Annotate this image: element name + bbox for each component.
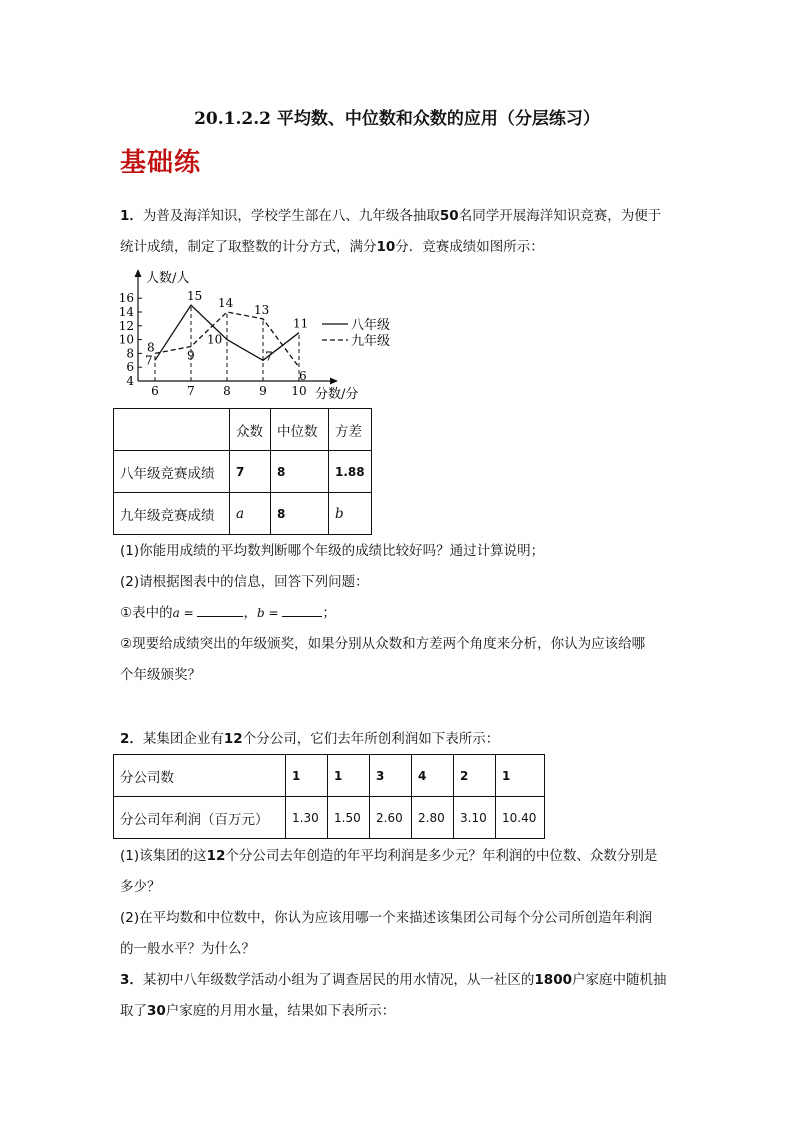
- table-cell: a: [230, 493, 271, 535]
- q1-sub2a-prefix: ①表中的: [120, 605, 173, 621]
- q1-stem-d: 10: [376, 239, 396, 255]
- x-axis-label: 分数/分: [315, 387, 359, 400]
- q1-comma: ，: [243, 605, 257, 621]
- answer-blank-a[interactable]: [197, 602, 243, 617]
- y-tick-label: 16: [118, 291, 134, 306]
- table-cell: 九年级竞赛成绩: [114, 493, 230, 535]
- data-label: 7: [145, 353, 153, 368]
- y-axis-arrow: [135, 269, 142, 277]
- table-cell: 分公司数: [114, 755, 286, 797]
- x-tick-label: 10: [291, 384, 307, 398]
- legend-entry: 八年级: [351, 318, 391, 333]
- q2-table: [113, 754, 545, 839]
- y-axis-label: 人数/人: [146, 271, 190, 286]
- table-header-variance: 方差: [329, 409, 372, 451]
- table-cell: 3.10: [454, 797, 496, 839]
- data-label: 6: [299, 369, 307, 384]
- q1-stem-b: 名同学开展海洋知识竞赛，为便于: [458, 208, 662, 224]
- q1-eq2: =: [264, 606, 283, 620]
- table-cell: 4: [412, 755, 454, 797]
- data-label: 14: [218, 296, 234, 310]
- table-cell: 8: [271, 451, 329, 493]
- q1-eq1: =: [179, 606, 198, 620]
- y-tick-label: 14: [118, 305, 134, 319]
- q2-number: 2．: [120, 731, 143, 747]
- table-cell: 2: [454, 755, 496, 797]
- q3-stem: [120, 965, 680, 1027]
- q1-sub1: (1)你能用成绩的平均数判断哪个年级的成绩比较好吗？通过计算说明；: [120, 543, 545, 559]
- q3-stem-c: 取了: [120, 1003, 147, 1019]
- q2-sub2-b: 的一般水平？为什么？: [120, 941, 255, 957]
- q2-sub1-a: (1)该集团的这: [120, 848, 207, 864]
- table-header-mode: 众数: [230, 409, 271, 451]
- data-label: 15: [187, 289, 203, 304]
- q2-sub2: [120, 903, 680, 965]
- data-label: 9: [187, 348, 195, 363]
- q2-sub1: [120, 841, 680, 903]
- q1-sub2b-line1: ②现要给成绩突出的年级颁奖，如果分别从众数和方差两个角度来分析，你认为应该给哪: [120, 636, 646, 652]
- table-cell: 1.88: [329, 451, 372, 493]
- table-cell: 8: [271, 493, 329, 535]
- y-tick-label: 6: [126, 360, 134, 375]
- score-line-chart: [112, 268, 402, 400]
- table-cell: 2.80: [412, 797, 454, 839]
- table-cell: 1.50: [328, 797, 370, 839]
- table-cell: 分公司年利润（百万元）: [114, 797, 286, 839]
- q3-stem-b: 户家庭中随机抽: [571, 972, 667, 988]
- table-row: [114, 409, 372, 451]
- table-cell: 7: [230, 451, 271, 493]
- q1-sub2b-line2: 个年级颁奖？: [120, 667, 201, 683]
- q1-sub2: (2)请根据图表中的信息，回答下列问题：: [120, 574, 369, 590]
- section-heading: 基础练: [120, 148, 202, 178]
- q2-stem-a: 某集团企业有: [142, 731, 224, 747]
- q1-var-a: a: [172, 606, 180, 620]
- q2-sub1-b: 个分公司去年创造的年平均利润是多少元？年利润的中位数、众数分别是: [225, 848, 658, 864]
- data-label: 8: [147, 340, 155, 355]
- q1-stem-a: 为普及海洋知识，学校学生部在八、九年级各抽取: [142, 208, 440, 224]
- table-cell: 3: [370, 755, 412, 797]
- q3-stem-d: 户家庭的月用水量，结果如下表所示：: [165, 1003, 396, 1019]
- q3-stem-n2: 30: [147, 1003, 166, 1019]
- q1-end: ；: [322, 605, 336, 621]
- y-tick-label: 8: [126, 346, 134, 361]
- table-row: [114, 493, 372, 535]
- q1-table: [113, 408, 372, 535]
- q3-number: 3．: [120, 972, 143, 988]
- page-title: 20.1.2.2 平均数、中位数和众数的应用（分层练习）: [194, 109, 600, 129]
- table-row: [114, 797, 545, 839]
- table-row: [114, 755, 545, 797]
- q2-sub1-c: 多少？: [120, 879, 161, 895]
- x-axis-arrow: [330, 378, 338, 385]
- q1-var-b: b: [256, 606, 265, 620]
- table-cell: 八年级竞赛成绩: [114, 451, 230, 493]
- table-cell: [114, 409, 230, 451]
- q2-stem-n: 12: [223, 731, 243, 747]
- table-cell: 1: [328, 755, 370, 797]
- data-label: 7: [265, 349, 273, 364]
- table-cell: 1: [496, 755, 545, 797]
- q1-sub2b: [120, 629, 680, 691]
- table-cell: b: [329, 493, 372, 535]
- table-header-median: 中位数: [271, 409, 329, 451]
- q1-stem-n: 50: [439, 208, 459, 224]
- q2-sub1-n: 12: [206, 848, 226, 864]
- table-cell: 10.40: [496, 797, 545, 839]
- q3-stem-n1: 1800: [534, 972, 572, 988]
- q1-stem: [120, 201, 680, 263]
- q1-sub2a: [120, 598, 680, 629]
- q1-stem-e: 分．竞赛成绩如图所示：: [395, 239, 544, 255]
- x-tick-label: 6: [151, 384, 159, 398]
- data-label: 11: [293, 316, 309, 331]
- table-cell: 1: [286, 755, 328, 797]
- data-label: 13: [254, 302, 270, 317]
- q2-stem-b: 个分公司，它们去年所创利润如下表所示：: [242, 731, 500, 747]
- q2-sub2-a: (2)在平均数和中位数中，你认为应该用哪一个来描述该集团公司每个分公司所创造年利润: [120, 910, 653, 926]
- y-tick-label: 10: [118, 332, 134, 347]
- q1-number: 1．: [120, 208, 143, 224]
- y-tick-label: 12: [118, 318, 134, 333]
- x-tick-label: 7: [187, 384, 195, 398]
- x-tick-label: 9: [259, 384, 267, 398]
- data-label: 10: [207, 332, 223, 347]
- y-tick-label: 4: [126, 374, 134, 388]
- table-cell: 1.30: [286, 797, 328, 839]
- table-cell: 2.60: [370, 797, 412, 839]
- table-row: [114, 451, 372, 493]
- x-tick-label: 8: [223, 384, 231, 398]
- q2-stem: [120, 724, 680, 755]
- q1-stem-c: 统计成绩，制定了取整数的计分方式，满分: [120, 239, 377, 255]
- answer-blank-b[interactable]: [282, 602, 322, 617]
- legend-entry: 九年级: [351, 334, 391, 349]
- q3-stem-a: 某初中八年级数学活动小组为了调查居民的用水情况，从一社区的: [142, 972, 535, 988]
